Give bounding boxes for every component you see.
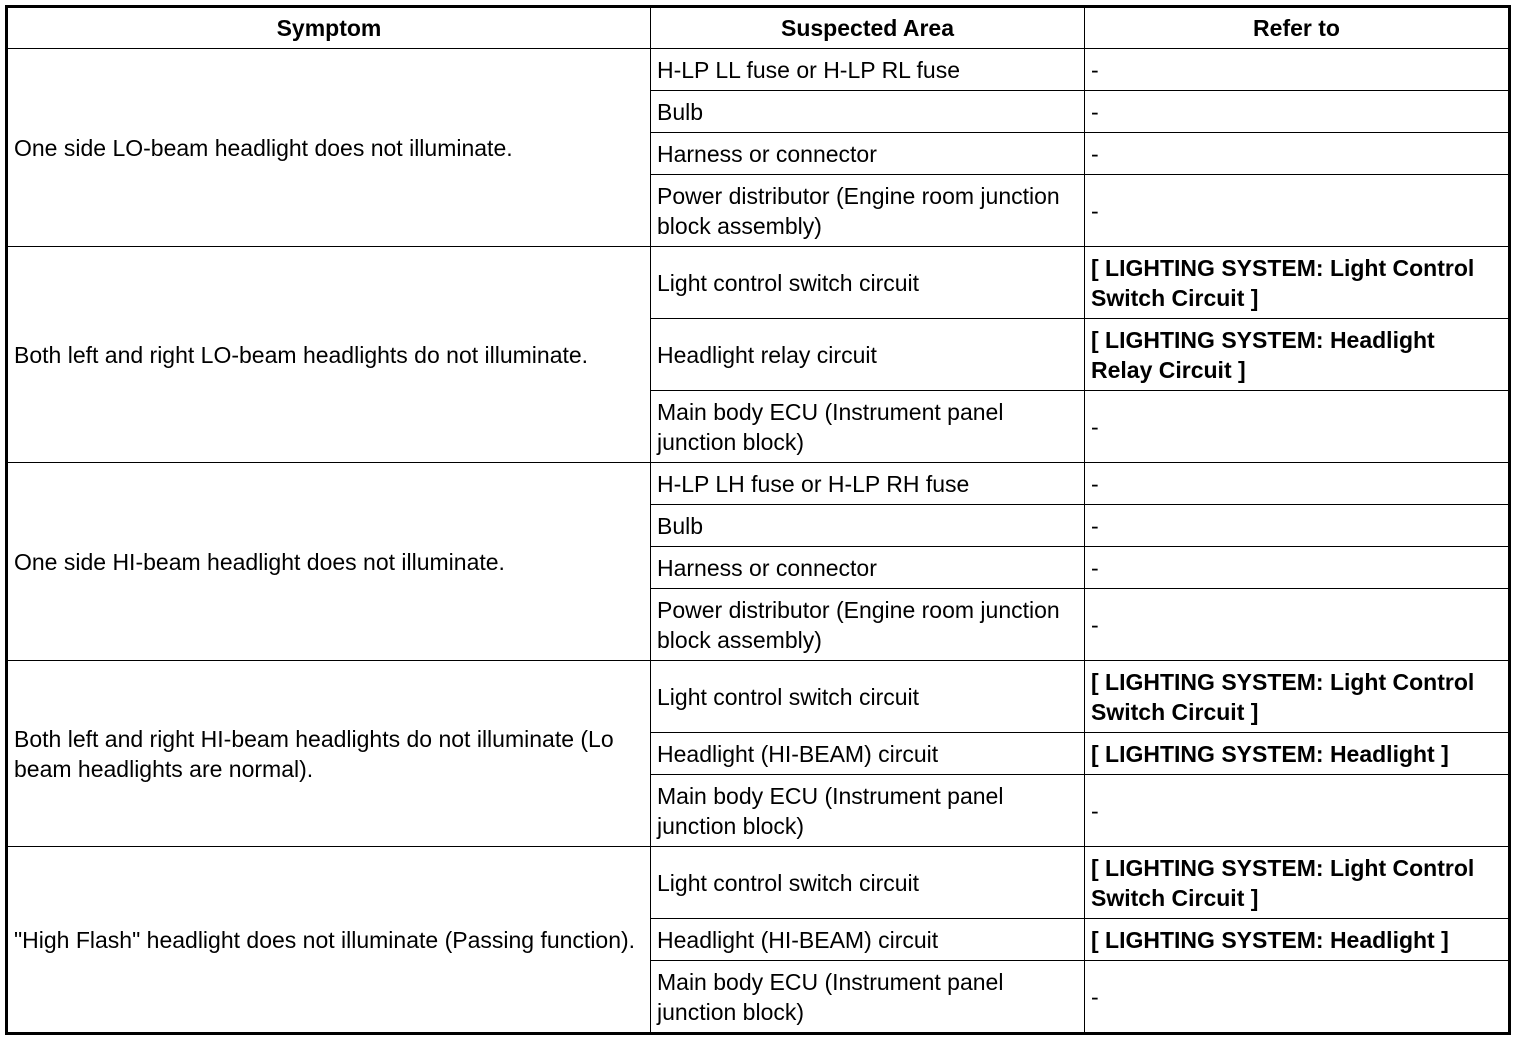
suspected-area-cell: Main body ECU (Instrument panel junction block) [651,391,1085,463]
refer-to-link[interactable]: [ LIGHTING SYSTEM: Light Control Switch Circuit ] [1085,247,1510,319]
table-row [7,247,1510,319]
suspected-area-cell: H-LP LH fuse or H-LP RH fuse [651,463,1085,505]
refer-to-link[interactable]: [ LIGHTING SYSTEM: Headlight Relay Circuit ] [1085,319,1510,391]
symptom-cell: Both left and right LO-beam headlights do not illuminate. [7,247,651,463]
refer-to-cell: - [1085,547,1510,589]
refer-to-cell: - [1085,463,1510,505]
suspected-area-cell: Main body ECU (Instrument panel junction block) [651,961,1085,1034]
symptom-cell: One side LO-beam headlight does not illuminate. [7,49,651,247]
table-row [7,847,1510,919]
refer-to-link[interactable]: [ LIGHTING SYSTEM: Headlight ] [1085,919,1510,961]
table-row [7,463,1510,505]
refer-to-cell: - [1085,961,1510,1034]
table-row [7,49,1510,91]
suspected-area-cell: H-LP LL fuse or H-LP RL fuse [651,49,1085,91]
header-refer-to: Refer to [1085,7,1510,49]
refer-to-cell: - [1085,133,1510,175]
suspected-area-cell: Light control switch circuit [651,661,1085,733]
refer-to-cell: - [1085,391,1510,463]
suspected-area-cell: Light control switch circuit [651,247,1085,319]
suspected-area-cell: Light control switch circuit [651,847,1085,919]
refer-to-cell: - [1085,175,1510,247]
suspected-area-cell: Power distributor (Engine room junction block assembly) [651,589,1085,661]
suspected-area-cell: Headlight (HI-BEAM) circuit [651,733,1085,775]
refer-to-cell: - [1085,775,1510,847]
symptom-cell: "High Flash" headlight does not illuminate (Passing function). [7,847,651,1034]
symptom-cell: Both left and right HI-beam headlights do not illuminate (Lo beam headlights are normal). [7,661,651,847]
troubleshooting-table [5,5,1511,1035]
refer-to-cell: - [1085,91,1510,133]
header-suspected-area: Suspected Area [651,7,1085,49]
suspected-area-cell: Main body ECU (Instrument panel junction block) [651,775,1085,847]
header-symptom: Symptom [7,7,651,49]
suspected-area-cell: Headlight (HI-BEAM) circuit [651,919,1085,961]
suspected-area-cell: Bulb [651,505,1085,547]
refer-to-cell: - [1085,589,1510,661]
suspected-area-cell: Power distributor (Engine room junction block assembly) [651,175,1085,247]
suspected-area-cell: Harness or connector [651,133,1085,175]
suspected-area-cell: Harness or connector [651,547,1085,589]
header-row [7,7,1510,49]
suspected-area-cell: Bulb [651,91,1085,133]
suspected-area-cell: Headlight relay circuit [651,319,1085,391]
table-row [7,661,1510,733]
refer-to-link[interactable]: [ LIGHTING SYSTEM: Headlight ] [1085,733,1510,775]
refer-to-cell: - [1085,505,1510,547]
refer-to-link[interactable]: [ LIGHTING SYSTEM: Light Control Switch Circuit ] [1085,847,1510,919]
refer-to-link[interactable]: [ LIGHTING SYSTEM: Light Control Switch Circuit ] [1085,661,1510,733]
refer-to-cell: - [1085,49,1510,91]
symptom-cell: One side HI-beam headlight does not illuminate. [7,463,651,661]
